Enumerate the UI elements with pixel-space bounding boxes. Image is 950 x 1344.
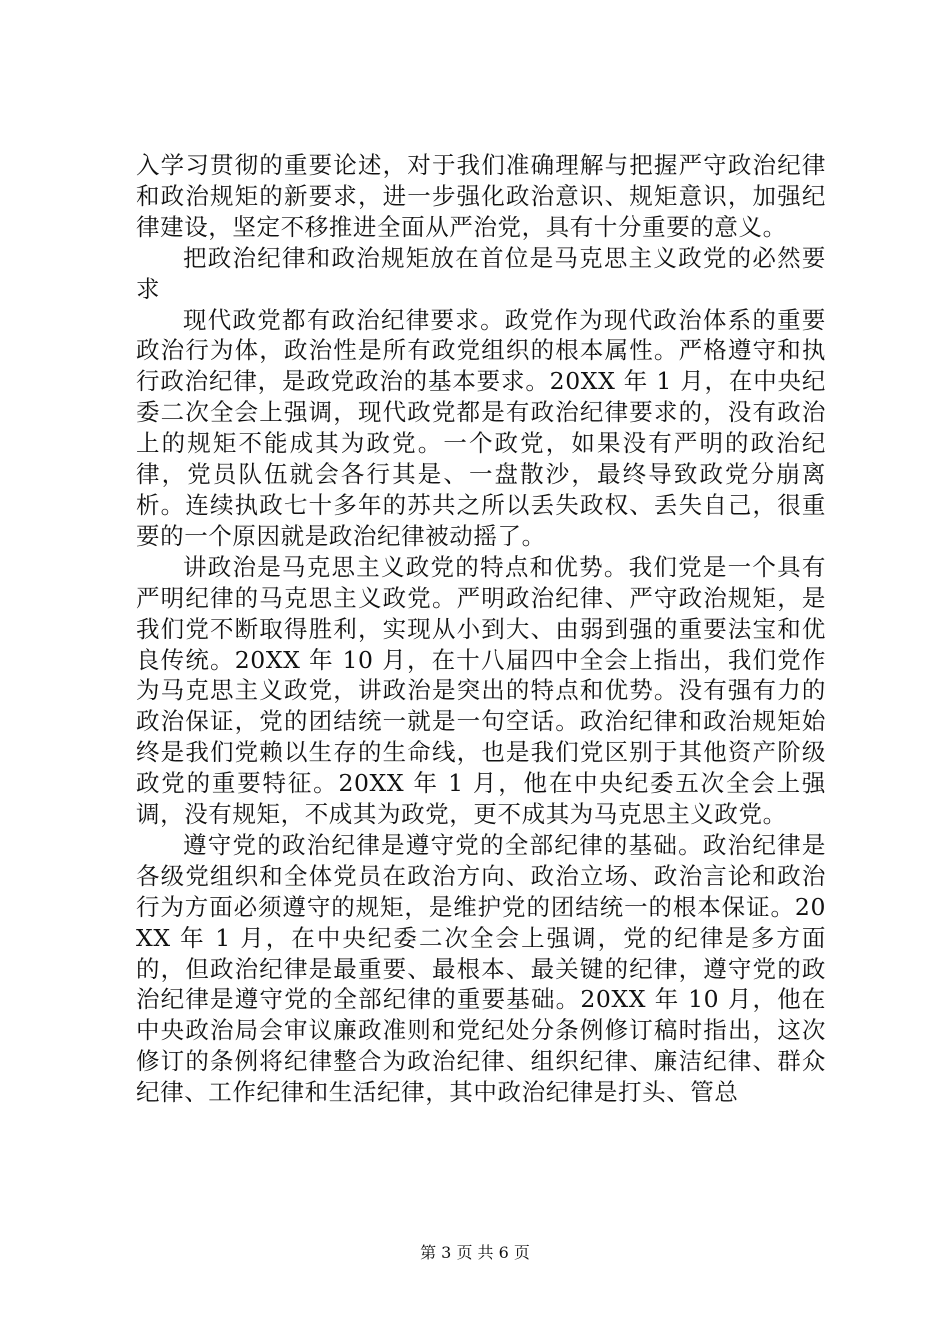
paragraph-talking-politics: 讲政治是马克思主义政党的特点和优势。我们党是一个具有严明纪律的马克思主义政党。严明政治纪律、严守政治规矩，是我们党不断取得胜利，实现从小到大、由弱到强的重要法宝和优良传统。20XX 年 10 月，在十八届四中全会上指出，我们党作为马克思主义政党，讲政治是突出的特点和优势。没有强有力的政治保证，党的团结统一就是一句空话。政治纪律和政治规矩始终是我们党赖以生存的生命线，也是我们党区别于其他资产阶级政党的重要特征。20XX 年 1 月，他在中央纪委五次全会上强调，没有规矩，不成其为政党，更不成其为马克思主义政党。: [136, 552, 826, 829]
section-heading: 把政治纪律和政治规矩放在首位是马克思主义政党的必然要求: [136, 243, 826, 303]
paragraph-political-discipline-basis: 遵守党的政治纪律是遵守党的全部纪律的基础。政治纪律是各级党组织和全体党员在政治方向、政治立场、政治言论和政治行为方面必须遵守的规矩，是维护党的团结统一的根本保证。20XX 年 1 月，在中央纪委二次全会上强调，党的纪律是多方面的，但政治纪律是最重要、最根本、最关键的纪律，遵守党的政治纪律是遵守党的全部纪律的重要基础。20XX 年 10 月，他在中央政治局会审议廉政准则和党纪处分条例修订稿时指出，这次修订的条例将纪律整合为政治纪律、组织纪律、廉洁纪律、群众纪律、工作纪律和生活纪律，其中政治纪律是打头、管总: [136, 830, 826, 1107]
paragraph-modern-parties: 现代政党都有政治纪律要求。政党作为现代政治体系的重要政治行为体，政治性是所有政党组织的根本属性。严格遵守和执行政治纪律，是政党政治的基本要求。20XX 年 1 月，在中央纪委二次全会上强调，现代政党都是有政治纪律要求的，没有政治上的规矩不能成其为政党。一个政党，如果没有严明的政治纪律，党员队伍就会各行其是、一盘散沙，最终导致政党分崩离析。连续执政七十多年的苏共之所以丢失政权、丢失自己，很重要的一个原因就是政治纪律被动摇了。: [136, 305, 826, 550]
paragraph-continuation: 入学习贯彻的重要论述，对于我们准确理解与把握严守政治纪律和政治规矩的新要求，进一步强化政治意识、规矩意识，加强纪律建设，坚定不移推进全面从严治党，具有十分重要的意义。: [136, 151, 826, 241]
document-body: [136, 150, 826, 1108]
page-footer: 第 3 页 共 6 页: [420, 1243, 530, 1262]
